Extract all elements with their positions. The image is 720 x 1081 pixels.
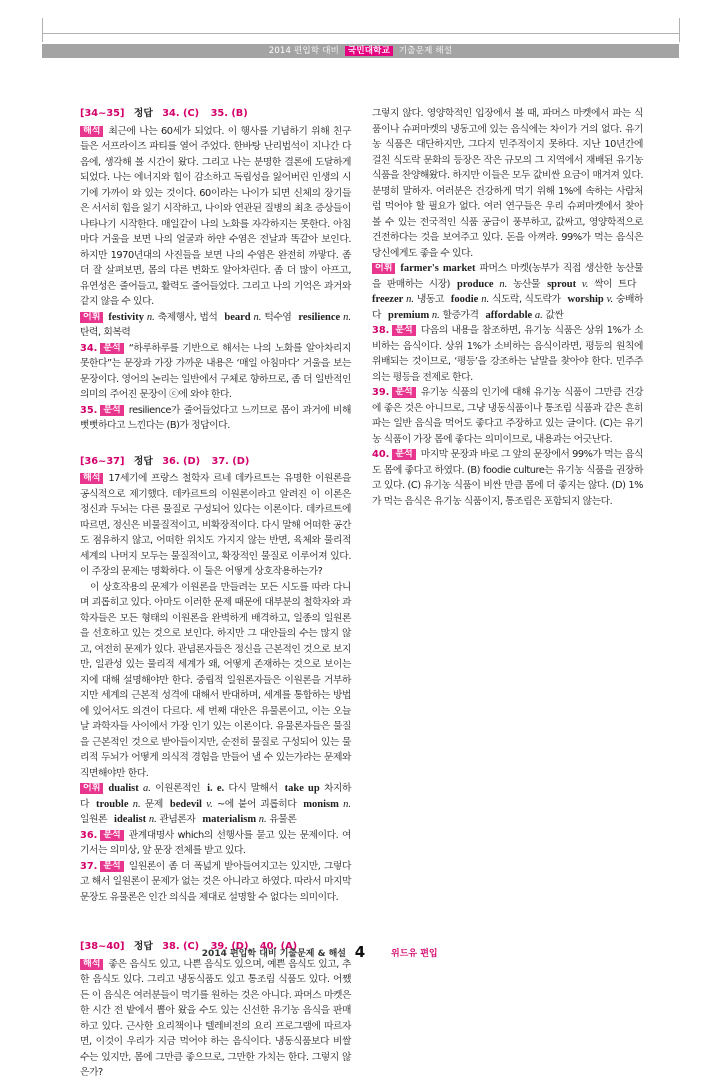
vocab-word: dualist [108, 783, 139, 794]
vocab-pos: n. [343, 311, 351, 323]
section-38-40 [80, 939, 351, 1081]
translation-text: 좋은 음식도 있고, 나쁜 음식도 있으며, 예쁜 음식도 있고, 추한 음식도 있다. 그리고 냉동식품도 있고 통조림 식품도 있다. 어쨌든 이 음식은 여러분들이 먹기를 원하는 것은 아니다. 파머스 마켓은 한 시간 전 밭에서 뽑아 왔을 수도 있는 신선한 유기농 음식을 판매하고 있다. 근사한 요리책이나 텔레비전의 요리 프로그램에 따르자면, 이것이 우리가 지금 먹어야 하는 음식이다. 냉동식품보다 비쌀 수는 있지만, 몸에 그만큼 좋으므로, 그만한 가치는 한다. 그렇지 않은가? [80, 958, 351, 1078]
answer: 35. (B) [210, 108, 248, 119]
translation-tag: 해석 [80, 473, 103, 484]
analysis-tag: 분석 [392, 387, 415, 398]
vocab-word: i. e. [207, 783, 225, 794]
vocabulary [80, 781, 351, 828]
vocab-word: worship [567, 294, 604, 305]
vocab-meaning: 문제 [144, 798, 163, 810]
section-36-37 [80, 454, 351, 906]
section-34-35 [80, 106, 351, 434]
vocab-word: farmer's market [400, 263, 476, 274]
vocab-item [170, 799, 296, 810]
translation-tag: 해석 [80, 959, 103, 970]
analysis [80, 828, 351, 859]
vocab-meaning: 축제행사, 법석 [157, 311, 218, 323]
header-prefix: 2014 편입학 대비 [268, 46, 340, 56]
vocab-meaning: 관념론자 [159, 814, 196, 825]
vocabulary [80, 310, 351, 341]
vocab-item [114, 814, 195, 825]
vocab-meaning: 파머스 마켓(농부가 직접 생산한 농산물을 판매하는 시장) [372, 263, 643, 290]
vocab-word: affordable [485, 309, 533, 321]
vocab-word: sprout [547, 278, 577, 290]
vocab-item [108, 312, 217, 323]
analysis-text: 마지막 문장과 바로 그 앞의 문장에서 99%가 먹는 음식도 몸에 좋다고 하였다. (B) foodie culture는 유기농 식품을 권장하고 있다. (C) 유기농 식품이 비싼 만큼 몸에 더 좋지는 않다. (D) 1%가 먹는 음식은 유기농 식품이지, 통조림은 포함되지 않는다. [372, 449, 643, 507]
vocab-word: freezer [372, 294, 404, 305]
analysis [372, 447, 643, 509]
answer-label: 정답 [133, 941, 153, 952]
question-number: 38. [372, 325, 390, 336]
vocab-item [207, 783, 278, 794]
crop-mark [679, 18, 680, 42]
vocab-meaning: 싹이 트다 [594, 278, 636, 290]
translation-paragraph: 이 상호작용의 문제가 이원론을 만들려는 모든 시도를 따라 다니며 괴롭히고 있다. 아마도 이러한 문제 때문에 대부분의 철학자와 과학자들은 모든 형태의 이원론을 완벽하게 배격하고, 일종의 일원론을 선호하고 있는 것으로 보인다. 하지만 그 대안들의 수는 많지 않고, 여전히 문제가 있다. 관념론자들은 정신을 근본적인 것으로 보지만, 일관성 있는 물리적 세계가 왜, 어떻게 존재하는 것으로 보이는지에 대해 설명해야만 한다. 중립적 일원론자들은 이원론을 거부하지만 세계의 근본적 성격에 대해서 반대하며, 세계를 통합하는 방법에 있어서도 의견이 다르다. 세 번째 대안은 유물론이고, 이는 오늘날 과학자들 사이에서 가장 인기 있는 이론이다. 유물론자들은 물질을 근본적인 것으로 받아들이지만, 순전히 물질로 구성되어 있는 물리적 두뇌가 어떻게 의식적 경험을 만들어 낼 수 있는가라는 문제와 직면해야만 한다. [80, 581, 351, 779]
crop-mark [42, 18, 43, 42]
analysis-text: “하루하루를 기반으로 해서는 나의 노화를 알아차리지 못한다”는 문장과 가장 가까운 내용은 ‘매일 아침마다’ 거울을 보는 문장이다. 영어의 논리는 일반에서 구체로 향하므로, 좀 더 일반적인 의미의 주어진 문장이 ⓒ에 와야 한다. [80, 342, 351, 400]
answer: 40. (A) [259, 941, 298, 952]
vocab-pos: a. [534, 309, 543, 321]
vocab-word: festivity [108, 311, 144, 323]
vocab-item [224, 312, 291, 323]
analysis-tag: 분석 [392, 449, 415, 460]
vocab-item [547, 279, 636, 290]
vocab-pos: n. [132, 798, 141, 810]
vocab-meaning: 차지하다 [80, 783, 352, 810]
vocab-meaning: 다시 말해서 [228, 783, 278, 794]
vocab-word: premium [388, 309, 430, 321]
analysis-tag: 분석 [100, 405, 123, 416]
analysis-tag: 분석 [100, 343, 123, 354]
question-number: 35. [80, 404, 98, 416]
page-number: 4 [354, 943, 366, 961]
vocab-word: resilience [298, 311, 341, 323]
vocabulary [372, 261, 643, 323]
vocab-word: materialism [202, 814, 257, 825]
analysis-text: 관계대명사 which의 선행사를 묻고 있는 문제이다. 여기서는 의미상, 앞 문장 전체를 받고 있다. [80, 829, 351, 856]
section-heading [80, 106, 351, 122]
footer-title: 2014 편입학 대비 기출문제 & 해설 [201, 949, 346, 959]
vocab-pos: n. [258, 814, 267, 825]
vocab-pos: v. [581, 278, 589, 290]
vocab-meaning: 식도락, 식도락가 [491, 294, 561, 305]
vocab-meaning: 유물론 [269, 814, 297, 825]
analysis [80, 341, 351, 403]
vocab-meaning: 이원론적인 [155, 783, 201, 794]
answer: 34. (C) [162, 108, 200, 119]
section-heading [80, 454, 351, 470]
analysis-text: 일원론이 좀 더 폭넓게 받아들여지고는 있지만, 그렇다고 해서 일원론이 문제가 없는 것은 아니라고 하였다. 따라서 마지막 문장도 유물론은 인간 의식을 제대로 설명할 수 없다는 의미이다. [80, 860, 351, 903]
vocab-word: idealist [114, 814, 147, 825]
analysis-text: 다음의 내용을 참조하면, 유기농 식품은 상위 1%가 소비하는 음식이다. 상위 1%가 소비하는 음식이라면, 평등의 원칙에 위배되는 것이므로, ‘평등’을 강조하는 낱말을 찾아야 한다. 민주주의는 평등을 전제로 한다. [372, 325, 643, 383]
question-range: [36~37] [80, 455, 125, 467]
vocab-meaning: 탄력, 회복력 [80, 327, 131, 338]
question-range: [38~40] [80, 941, 125, 952]
footer-brand: 위드유 편입 [391, 949, 438, 959]
vocab-pos: n. [146, 311, 155, 323]
question-range: [34~35] [80, 108, 125, 119]
answer-label: 정답 [133, 108, 153, 119]
vocab-word: bedevil [169, 798, 202, 810]
analysis-text: resilience가 줄어들었다고 느끼므로 몸이 과거에 비해 뻣뻣하다고 느낀다는 (B)가 정답이다. [80, 404, 351, 431]
vocab-item [451, 294, 561, 305]
vocab-pos: a. [142, 783, 151, 794]
answer: 36. (D) [162, 455, 201, 467]
vocab-item [388, 310, 479, 321]
question-number: 34. [80, 342, 98, 354]
analysis-tag: 분석 [100, 861, 123, 872]
translation-text: 17세기에 프랑스 철학자 르네 데카르트는 유명한 이원론을 공식적으로 제기했다. 데카르트의 이원론이라고 알려진 이 이론은 정신과 두뇌는 다른 물질로 구성되어 있다는 이론이다. 데카르트에 따르면, 정신은 비물질적이고, 비확장적이다. 다시 말해 어떠한 공간도 점유하지 않고, 어떠한 위치도 가지지 않는 반면, 육체와 물리적 세계의 나머지 모두는 물질적이고, 확장적인 물질로 이루어져 있다. 이 주장의 문제는 명확하다. 이 둘은 어떻게 상호작용하는가? [80, 473, 351, 577]
vocab-meaning: ~에 붙어 괴롭히다 [216, 798, 297, 810]
vocab-word: trouble [96, 798, 129, 810]
vocab-item [202, 814, 296, 825]
vocab-meaning: 할증가격 [442, 309, 479, 321]
header-school: 국민대학교 [345, 46, 393, 56]
vocab-word: monism [303, 798, 339, 810]
vocab-pos: v. [206, 798, 213, 810]
page-header [42, 44, 679, 58]
analysis-tag: 분석 [100, 830, 123, 841]
vocab-item [486, 310, 564, 321]
analysis [80, 859, 351, 906]
vocab-pos: n. [499, 278, 508, 290]
translation [80, 957, 351, 1081]
translation-continued: 그렇지 않다. 영양학적인 입장에서 볼 때, 파머스 마켓에서 파는 식품이나 슈퍼마켓의 냉동고에 있는 음식에는 차이가 거의 없다. 유기농 식품은 대단하지만, 그다지 민주적이지 못하다. 지난 10년간에 걸친 식도락 문화의 등장은 작은 규모의 그 지역에서 재배된 유기농 식품을 찬양해왔다. 하지만 이들은 모두 값비싼 요금이 매겨져 있다. 분명히 말하자. 여러분은 건강하게 먹기 위해 1%에 속하는 사람처럼 먹어야 할 필요가 없다. 여러 연구들은 우리 슈퍼마켓에서 찾아 볼 수 있는 전국적인 식품 공급이 풍부하고, 값싸고, 영양학적으로 건전하다는 것을 보여주고 있다. 돈을 아껴라. 99%가 먹는 음식은 당신에게도 좋을 수 있다. [372, 108, 643, 259]
vocab-pos: n. [431, 309, 440, 321]
vocab-word: produce [457, 278, 494, 290]
translation-tag: 해석 [80, 126, 103, 137]
question-number: 36. [80, 829, 98, 841]
vocab-tag: 어휘 [80, 783, 103, 794]
translation [80, 471, 351, 580]
vocab-word: beard [224, 311, 251, 323]
answer: 37. (D) [211, 455, 250, 467]
vocab-item [108, 783, 200, 794]
vocab-tag: 어휘 [80, 312, 103, 323]
analysis [372, 385, 643, 447]
vocab-pos: n. [406, 294, 415, 305]
header-suffix: 기출문제 해설 [398, 46, 453, 56]
vocab-word: foodie [450, 294, 479, 305]
vocab-item [372, 294, 444, 305]
vocab-meaning: 일원론 [80, 814, 108, 825]
analysis-tag: 분석 [392, 325, 415, 336]
answer: 38. (C) [162, 941, 200, 952]
vocab-meaning: 값싼 [545, 309, 564, 321]
vocab-meaning: 농산물 [513, 278, 541, 290]
vocab-meaning: 턱수염 [264, 311, 292, 323]
vocab-tag: 어휘 [372, 263, 395, 274]
translation-text: 최근에 나는 60세가 되었다. 이 행사를 기념하기 위해 친구들은 서프라이즈 파티를 열어 주었다. 한바탕 난리법석이 지나간 다음에, 생각해 볼 시간이 왔다. 그리고 나는 분명한 결론에 도달하게 되었다. 나는 에너지와 힘이 감소하고 독립성을 잃어버린 인생의 시기에 가까이 와 있는 것이다. 60이라는 나이가 되면 신체의 장기들은 서서히 힘을 잃기 시작하고, 나이와 연관된 질병의 최초 증상들이 나타나기 시작한다. 매일같이 나의 노화를 자각하지는 못한다. 아침마다 거울을 보면 나의 얼굴과 하얀 수염은 전날과 똑같아 보인다. 하지만 1970년대의 사진들을 보면 나의 수염은 완전히 까맣다. 좀 더 잘 살펴보면, 몸의 다른 변화도 알아차린다. 좀 더 많이 아프고, 유연성은 줄어들고, 활력도 줄어들었다. 그리고 나의 기억은 과거와 같지 않을 수 있다. [80, 125, 351, 307]
vocab-item [96, 799, 163, 810]
right-column [372, 106, 643, 944]
vocab-pos: n. [481, 294, 490, 305]
vocab-word: take up [284, 783, 320, 794]
translation [80, 124, 351, 310]
vocab-pos: n. [253, 311, 262, 323]
analysis [372, 323, 643, 385]
question-number: 39. [372, 387, 390, 398]
vocab-meaning: 숭배하다 [372, 294, 644, 321]
vocab-meaning: 냉동고 [416, 294, 444, 305]
vocab-pos: n. [148, 814, 157, 825]
analysis-text: 유기농 식품의 인기에 대해 유기농 식품이 그만큼 건강에 좋은 것은 아니므로, 그냥 냉동식품이나 통조림 식품과 같은 흔히 파는 일반 음식을 먹어도 좋다고 주장하고 있는 글이다. (C)는 유기농 식품이 가장 몸에 좋다는 의미이므로, 내용과는 어긋난다. [372, 387, 643, 445]
question-number: 37. [80, 860, 98, 872]
answer: 39. (D) [210, 941, 249, 952]
answer-label: 정답 [133, 455, 153, 467]
analysis [80, 403, 351, 434]
crop-mark [42, 33, 679, 34]
vocab-pos: v. [606, 294, 614, 305]
vocab-pos: n. [343, 798, 351, 810]
vocab-item [457, 279, 540, 290]
question-number: 40. [372, 449, 390, 460]
